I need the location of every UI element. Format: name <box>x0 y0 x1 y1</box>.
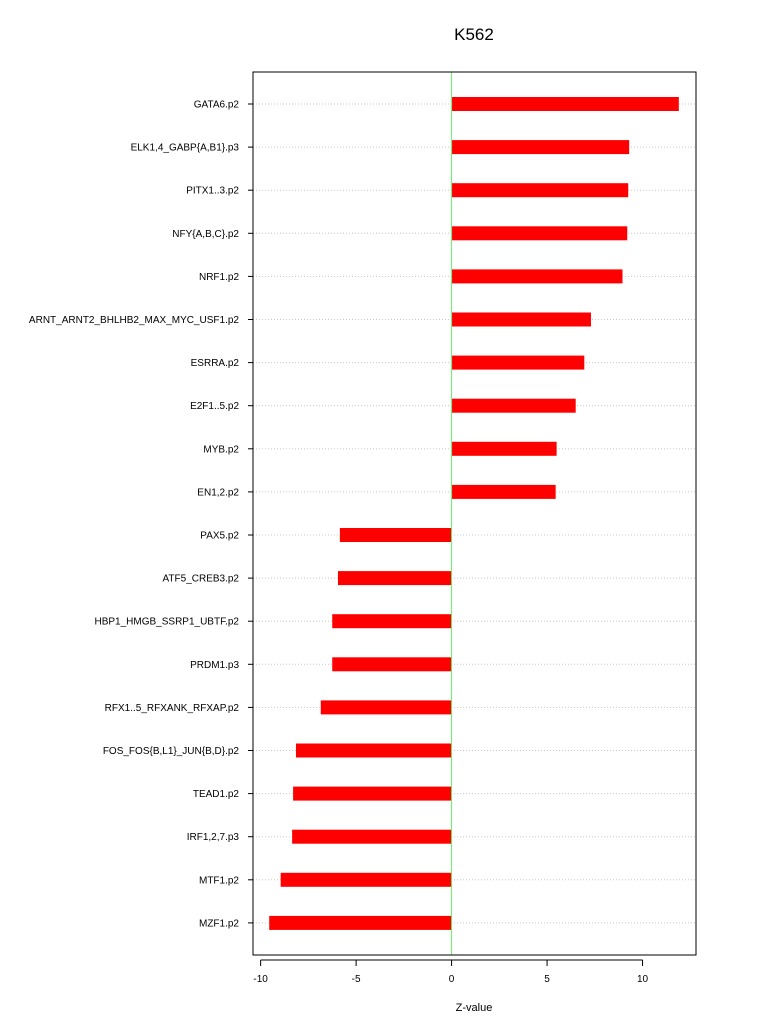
x-axis-title: Z-value <box>455 1002 493 1014</box>
bar <box>452 313 591 327</box>
category-label: GATA6.p2 <box>193 99 239 111</box>
bar <box>332 657 451 671</box>
category-label: E2F1..5.p2 <box>190 401 239 413</box>
bar <box>452 399 576 413</box>
bar <box>340 528 452 542</box>
category-label: MTF1.p2 <box>198 875 239 887</box>
bar <box>452 485 556 499</box>
bar <box>321 700 452 714</box>
bar <box>452 226 628 240</box>
category-label: MYB.p2 <box>203 444 239 456</box>
category-label: PAX5.p2 <box>200 530 239 542</box>
category-label: ELK1,4_GABP{A,B1}.p3 <box>130 142 239 154</box>
chart-title: K562 <box>454 25 494 44</box>
bar <box>452 356 585 370</box>
bar <box>281 873 452 887</box>
bar <box>296 744 452 758</box>
x-axis <box>253 960 648 985</box>
category-label: ATF5_CREB3.p2 <box>162 573 239 585</box>
bar <box>293 787 451 801</box>
x-tick-label: -10 <box>253 974 268 985</box>
category-label: FOS_FOS{B,L1}_JUN{B,D}.p2 <box>102 746 239 757</box>
category-label: TEAD1.p2 <box>192 789 239 801</box>
category-labels <box>29 100 253 930</box>
bar <box>452 442 557 456</box>
bar <box>338 571 452 585</box>
bar <box>452 183 629 197</box>
bar <box>269 916 451 930</box>
bar <box>452 269 623 283</box>
bar <box>332 614 451 628</box>
category-label: RFX1..5_RFXANK_RFXAP.p2 <box>104 702 239 714</box>
category-label: NRF1.p2 <box>198 271 239 283</box>
category-label: EN1,2.p2 <box>197 487 239 499</box>
x-tick-label: 5 <box>544 974 550 985</box>
category-label: NFY{A,B,C}.p2 <box>172 228 239 240</box>
category-label: PITX1..3.p2 <box>186 185 239 197</box>
bar <box>452 97 679 111</box>
x-tick-label: -5 <box>351 974 361 985</box>
plot-frame <box>253 72 696 955</box>
category-label: PRDM1.p3 <box>190 659 239 671</box>
category-label: ARNT_ARNT2_BHLHB2_MAX_MYC_USF1.p2 <box>28 315 239 326</box>
category-label: IRF1,2,7.p3 <box>186 832 239 844</box>
category-label: MZF1.p2 <box>198 918 239 930</box>
x-tick-label: 0 <box>448 974 455 985</box>
category-label: ESRRA.p2 <box>190 358 239 370</box>
bar <box>292 830 451 844</box>
bars <box>269 97 679 930</box>
x-tick-label: 10 <box>636 974 649 985</box>
bar <box>452 140 630 154</box>
category-label: HBP1_HMGB_SSRP1_UBTF.p2 <box>94 616 239 628</box>
